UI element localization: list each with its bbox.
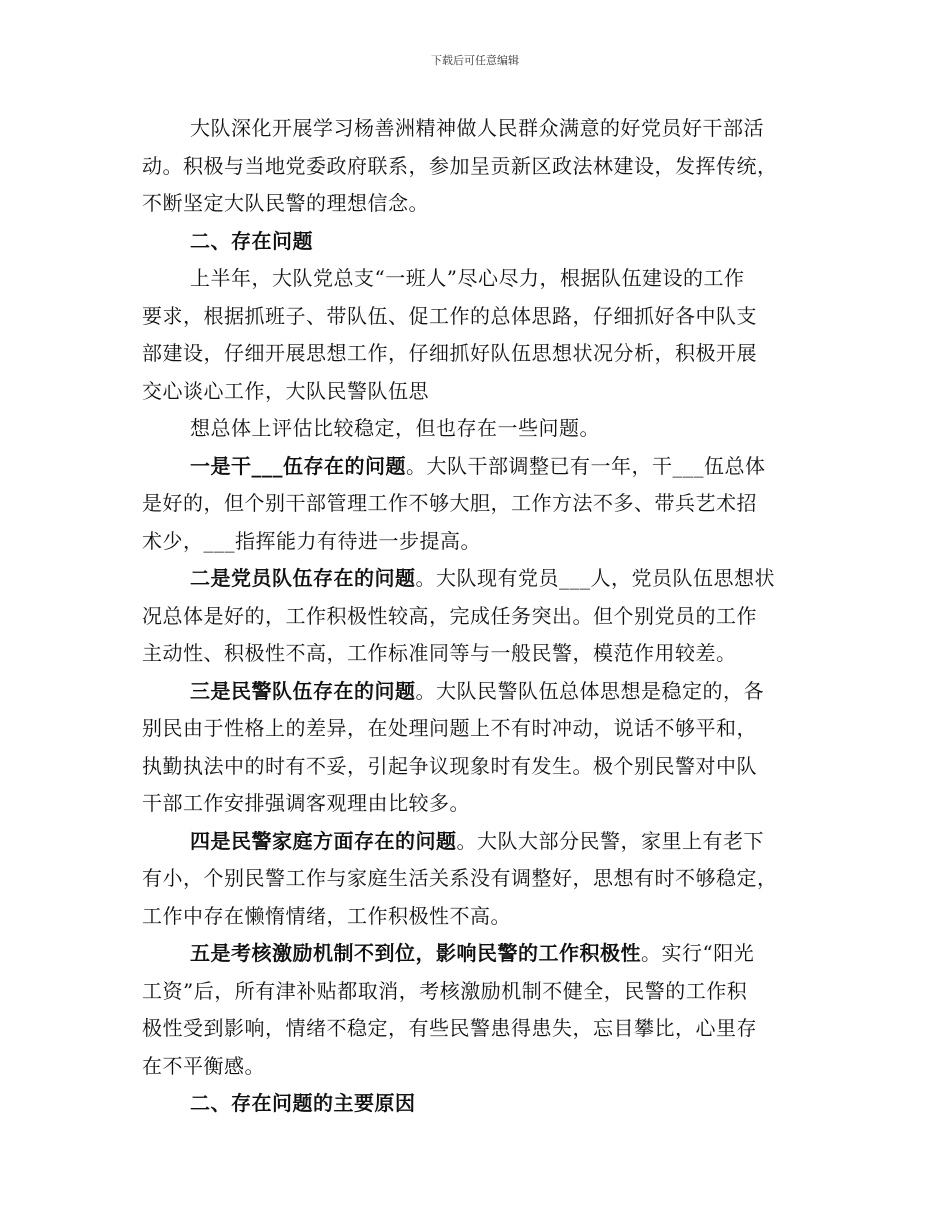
blank-underline: ___: [251, 453, 283, 478]
lead-phrase: 四是民警家庭方面存在的问题: [190, 828, 457, 853]
lead-phrase: 五是考核激励机制不到位，影响民警的工作积极性: [190, 941, 641, 965]
lead-phrase: 三是民警队伍存在的问题: [190, 678, 416, 703]
page-header: 下载后可任意编辑: [431, 54, 519, 67]
text-line: 极性受到影响，情绪不稳定，有些民警患得患失，忘目攀比，心里存: [142, 1016, 757, 1040]
document-body: [142, 110, 826, 1123]
lead-phrase: 二是党员队伍存在的问题: [190, 566, 416, 590]
text-span: 。实行“阳光: [641, 941, 755, 965]
text-line: 工作中存在懒惰情绪，工作积极性不高。: [142, 903, 511, 928]
text-line: 执勤执法中的时有不妥，引起争议现象时有发生。极个别民警对中队: [142, 753, 757, 778]
paragraph-1: [142, 110, 826, 223]
text-line: [142, 448, 826, 486]
text-span: 。大队民警队伍总体思想是稳定的，各: [415, 678, 764, 703]
paragraph-party-member-issues: [142, 560, 826, 673]
text-line: 不断坚定大队民警的理想信念。: [142, 191, 429, 215]
paragraph-2: [142, 260, 826, 410]
text-line: 上半年，大队党总支“一班人”尽心尽力，根据队伍建设的工作: [190, 266, 745, 290]
paragraph-cadre-issues: [142, 448, 826, 561]
text-line: [142, 523, 826, 561]
text-line: 部建设，仔细开展思想工作，仔细抓好队伍思想状况分析，积极开展: [142, 341, 757, 365]
section-heading-causes: 二、存在问题的主要原因: [190, 1091, 416, 1115]
paragraph-family-issues: [142, 823, 826, 936]
text-line: [142, 823, 826, 861]
text-line: 别民由于性格上的差异，在处理问题上不有时冲动，说话不够平和，: [142, 716, 757, 740]
text-line: [142, 673, 826, 711]
text-line: 是好的，但个别干部管理工作不够大胆，工作方法不多、带兵艺术招: [142, 491, 757, 515]
section-heading-problems: 二、存在问题: [190, 228, 313, 253]
text-line: 主动性、积极性不高，工作标准同等与一般民警，模范作用较差。: [142, 641, 737, 665]
text-line: 交心谈心工作，大队民警队伍思: [142, 378, 429, 403]
text-span: 人，党员队伍思想状: [590, 566, 775, 590]
paragraph-police-issues: [142, 673, 826, 823]
text-line: 有小，个别民警工作与家庭生活关系没有调整好，思想有时不够稳定，: [142, 866, 778, 890]
text-line: 工资”后，所有津补贴都取消，考核激励机制不健全，民警的工作积: [142, 978, 748, 1003]
text-span: 指挥能力有待进一步提高。: [235, 528, 481, 553]
blank-underline: ___: [559, 566, 591, 590]
lead-phrase: 一是干: [190, 453, 252, 478]
text-span: 。大队干部调整已有一年，干: [406, 453, 673, 478]
text-span: 。大队现有党员: [415, 566, 559, 590]
lead-phrase: 伍存在的问题: [283, 453, 406, 478]
text-line: [142, 560, 826, 598]
text-line: [142, 935, 826, 973]
text-span: 伍总体: [704, 453, 766, 478]
text-line: 动。积极与当地党委政府联系，参加呈贡新区政法林建设，发挥传统，: [142, 153, 778, 178]
text-line: 在不平衡感。: [142, 1053, 265, 1078]
text-line: 干部工作安排强调客观理由比较多。: [142, 791, 470, 815]
text-line: 大队深化开展学习杨善洲精神做人民群众满意的好党员好干部活: [190, 116, 764, 140]
blank-underline: ___: [672, 453, 704, 478]
text-span: 。大队大部分民警，家里上有老下: [456, 828, 764, 853]
paragraph-incentive-issues: [142, 935, 826, 1085]
paragraph-3: 想总体上评估比较稳定，但也存在一些问题。: [190, 416, 600, 440]
text-line: 要求，根据抓班子、带队伍、促工作的总体思路，仔细抓好各中队支: [142, 303, 757, 328]
text-span: 术少，___: [142, 528, 235, 553]
text-line: 况总体是好的，工作积极性较高，完成任务突出。但个别党员的工作: [142, 603, 757, 628]
